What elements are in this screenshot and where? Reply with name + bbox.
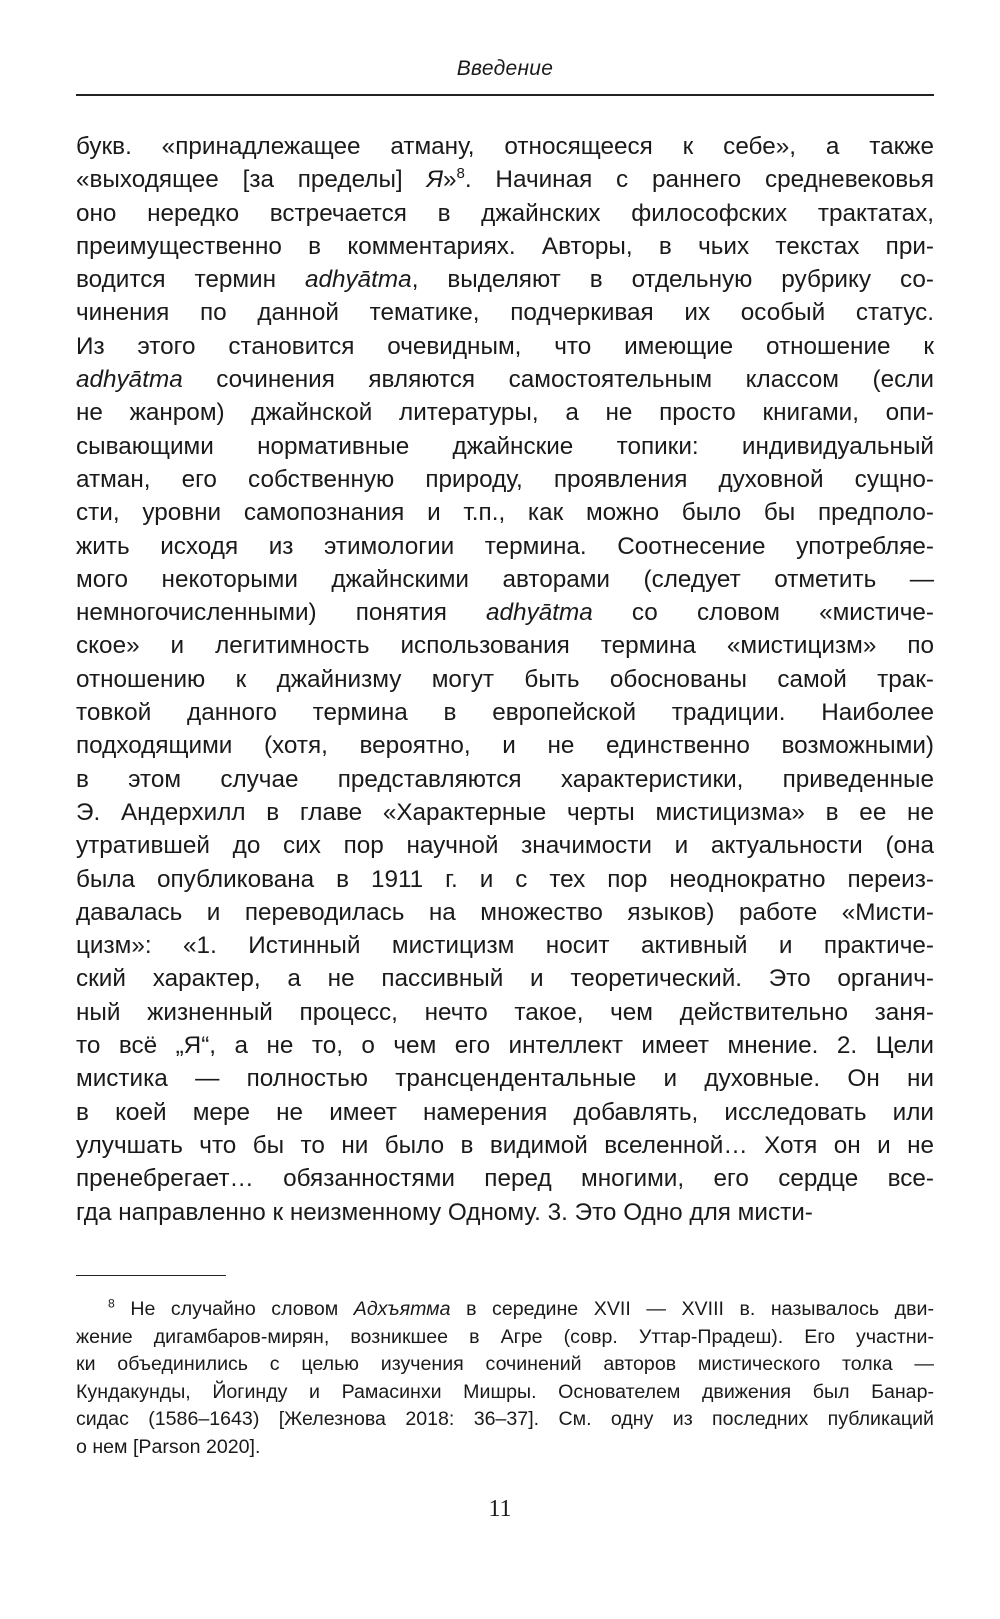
text-segment: оно нередко встречается в джайнских философских трактатах,	[76, 199, 934, 227]
text-segment: подходящими (хотя, вероятно, и не единственно возможными)	[76, 732, 934, 760]
body-text	[76, 130, 934, 1229]
text-segment: ское» и легитимность использования термина «мистицизм» по	[76, 632, 934, 660]
text-segment: мистика — полностью трансцендентальные и духовные. Он ни	[76, 1065, 934, 1093]
body-line	[76, 330, 934, 363]
body-line	[76, 629, 934, 662]
footnote-line	[76, 1379, 934, 1407]
text-segment: . Начиная с раннего средневековья	[464, 166, 934, 194]
text-segment: водится термин	[76, 266, 305, 294]
footnote-separator	[76, 1275, 226, 1276]
text-segment: пренебрегает… обязанностями перед многими, его сердце все-	[76, 1165, 934, 1193]
text-segment: »	[443, 166, 457, 194]
body-line	[76, 430, 934, 463]
text-segment: цизм»: «1. Истинный мистицизм носит активный и практиче-	[76, 932, 934, 960]
body-line	[76, 696, 934, 729]
italic-term: adhyātma	[486, 599, 593, 627]
body-line	[76, 796, 934, 829]
body-line	[76, 1162, 934, 1195]
page-number: 11	[488, 1496, 512, 1522]
header-rule	[76, 94, 934, 96]
body-line	[76, 763, 934, 796]
body-line	[76, 496, 934, 529]
italic-term: adhyātma	[76, 366, 183, 394]
body-line	[76, 1062, 934, 1095]
body-line	[76, 1029, 934, 1062]
footnote-line	[76, 1324, 934, 1352]
text-segment: атман, его собственную природу, проявления духовной сущно-	[76, 465, 934, 493]
body-line	[76, 230, 934, 263]
text-segment: была опубликована в 1911 г. и с тех пор неоднократно переиз-	[76, 865, 934, 893]
text-segment: сидас (1586–1643) [Железнова 2018: 36–37]. См. одну из последних публикаций	[76, 1408, 934, 1430]
text-segment: в этом случае представляются характеристики, приведенные	[76, 765, 934, 793]
footnote-marker[interactable]: 8	[456, 165, 465, 183]
text-segment: в коей мере не имеет намерения добавлять, исследовать или	[76, 1098, 934, 1126]
body-line	[76, 1196, 934, 1229]
running-head: Введение	[456, 57, 554, 80]
text-segment: о нем [Parson 2020].	[76, 1435, 261, 1458]
text-segment: преимущественно в комментариях. Авторы, в чьих текстах при-	[76, 232, 934, 260]
footnotes	[76, 1296, 934, 1461]
footnote-marker[interactable]: 8	[108, 1296, 115, 1311]
footnote-line	[76, 1296, 934, 1324]
text-segment: улучшать что бы то ни было в видимой вселенной… Хотя он и не	[76, 1131, 934, 1159]
italic-term: Я	[426, 166, 444, 194]
text-segment: ки объединились с целью изучения сочинений авторов мистического толка —	[76, 1353, 934, 1375]
body-line	[76, 396, 934, 429]
body-line	[76, 363, 934, 396]
body-line	[76, 863, 934, 896]
text-segment: жить исходя из этимологии термина. Соотнесение употребляе-	[76, 532, 934, 560]
text-segment: сочинения являются самостоятельным классом (если	[182, 366, 934, 394]
body-line	[76, 1129, 934, 1162]
text-segment: Э. Андерхилл в главе «Характерные черты мистицизма» в ее не	[76, 798, 934, 826]
text-segment: чинения по данной тематике, подчеркивая их особый статус.	[76, 299, 934, 327]
body-line	[76, 829, 934, 862]
body-line	[76, 929, 934, 962]
text-segment: букв. «принадлежащее атману, относящееся к себе», а также	[76, 133, 934, 160]
body-line	[76, 896, 934, 929]
text-segment: Из этого становится очевидным, что имеющие отношение к	[76, 332, 934, 360]
body-line	[76, 263, 934, 296]
body-line	[76, 962, 934, 995]
text-segment: , выделяют в отдельную рубрику со-	[411, 266, 934, 294]
text-segment: мого некоторыми джайнскими авторами (следует отметить —	[76, 565, 934, 593]
text-segment: ский характер, а не пассивный и теоретический. Это органич-	[76, 965, 934, 993]
text-segment: немногочисленными) понятия	[76, 599, 487, 627]
body-line	[76, 130, 934, 163]
body-line	[76, 530, 934, 563]
text-segment: давалась и переводилась на множество языков) работе «Мисти-	[76, 898, 934, 926]
text-segment: сывающими нормативные джайнские топики: индивидуальный	[76, 432, 934, 460]
body-line	[76, 596, 934, 629]
text-segment: Кундакунды, Йогинду и Рамасинхи Мишры. Основателем движения был Банар-	[76, 1380, 934, 1403]
text-segment: товкой данного термина в европейской традиции. Наиболее	[76, 699, 934, 727]
body-line	[76, 729, 934, 762]
footnote-line	[76, 1351, 934, 1379]
body-line	[76, 563, 934, 596]
text-segment: то всё „Я“, а не то, о чем его интеллект имеет мнение. 2. Цели	[76, 1032, 934, 1060]
text-segment: ный жизненный процесс, нечто такое, чем действительно заня-	[76, 998, 934, 1026]
body-line	[76, 197, 934, 230]
body-line	[76, 463, 934, 496]
italic-term: Адхъятма	[353, 1298, 451, 1320]
body-line	[76, 296, 934, 329]
text-segment: сти, уровни самопознания и т.п., как можно было бы предполо-	[76, 499, 934, 527]
footnote-line	[76, 1406, 934, 1434]
italic-term: adhyātma	[304, 266, 412, 294]
text-segment: утратившей до сих пор научной значимости и актуальности (она	[76, 832, 934, 860]
text-segment: «выходящее [за пределы]	[76, 166, 427, 194]
text-segment: Не случайно словом	[114, 1298, 354, 1320]
text-segment: не жанром) джайнской литературы, а не просто книгами, опи-	[76, 399, 934, 427]
body-line	[76, 996, 934, 1029]
text-segment: жение дигамбаров-мирян, возникшее в Агре (совр. Уттар-Прадеш). Его участни-	[76, 1325, 934, 1348]
text-segment: отношению к джайнизму могут быть обоснованы самой трак-	[76, 665, 934, 693]
text-segment: со словом «мистиче-	[592, 599, 934, 627]
body-line	[76, 663, 934, 696]
footnote-line	[76, 1434, 934, 1462]
text-segment: гда направленно к неизменному Одному. 3. Это Одно для мисти-	[76, 1198, 813, 1226]
body-line	[76, 163, 934, 196]
body-line	[76, 1096, 934, 1129]
text-segment: в середине XVII — XVIII в. называлось дви-	[450, 1298, 934, 1320]
